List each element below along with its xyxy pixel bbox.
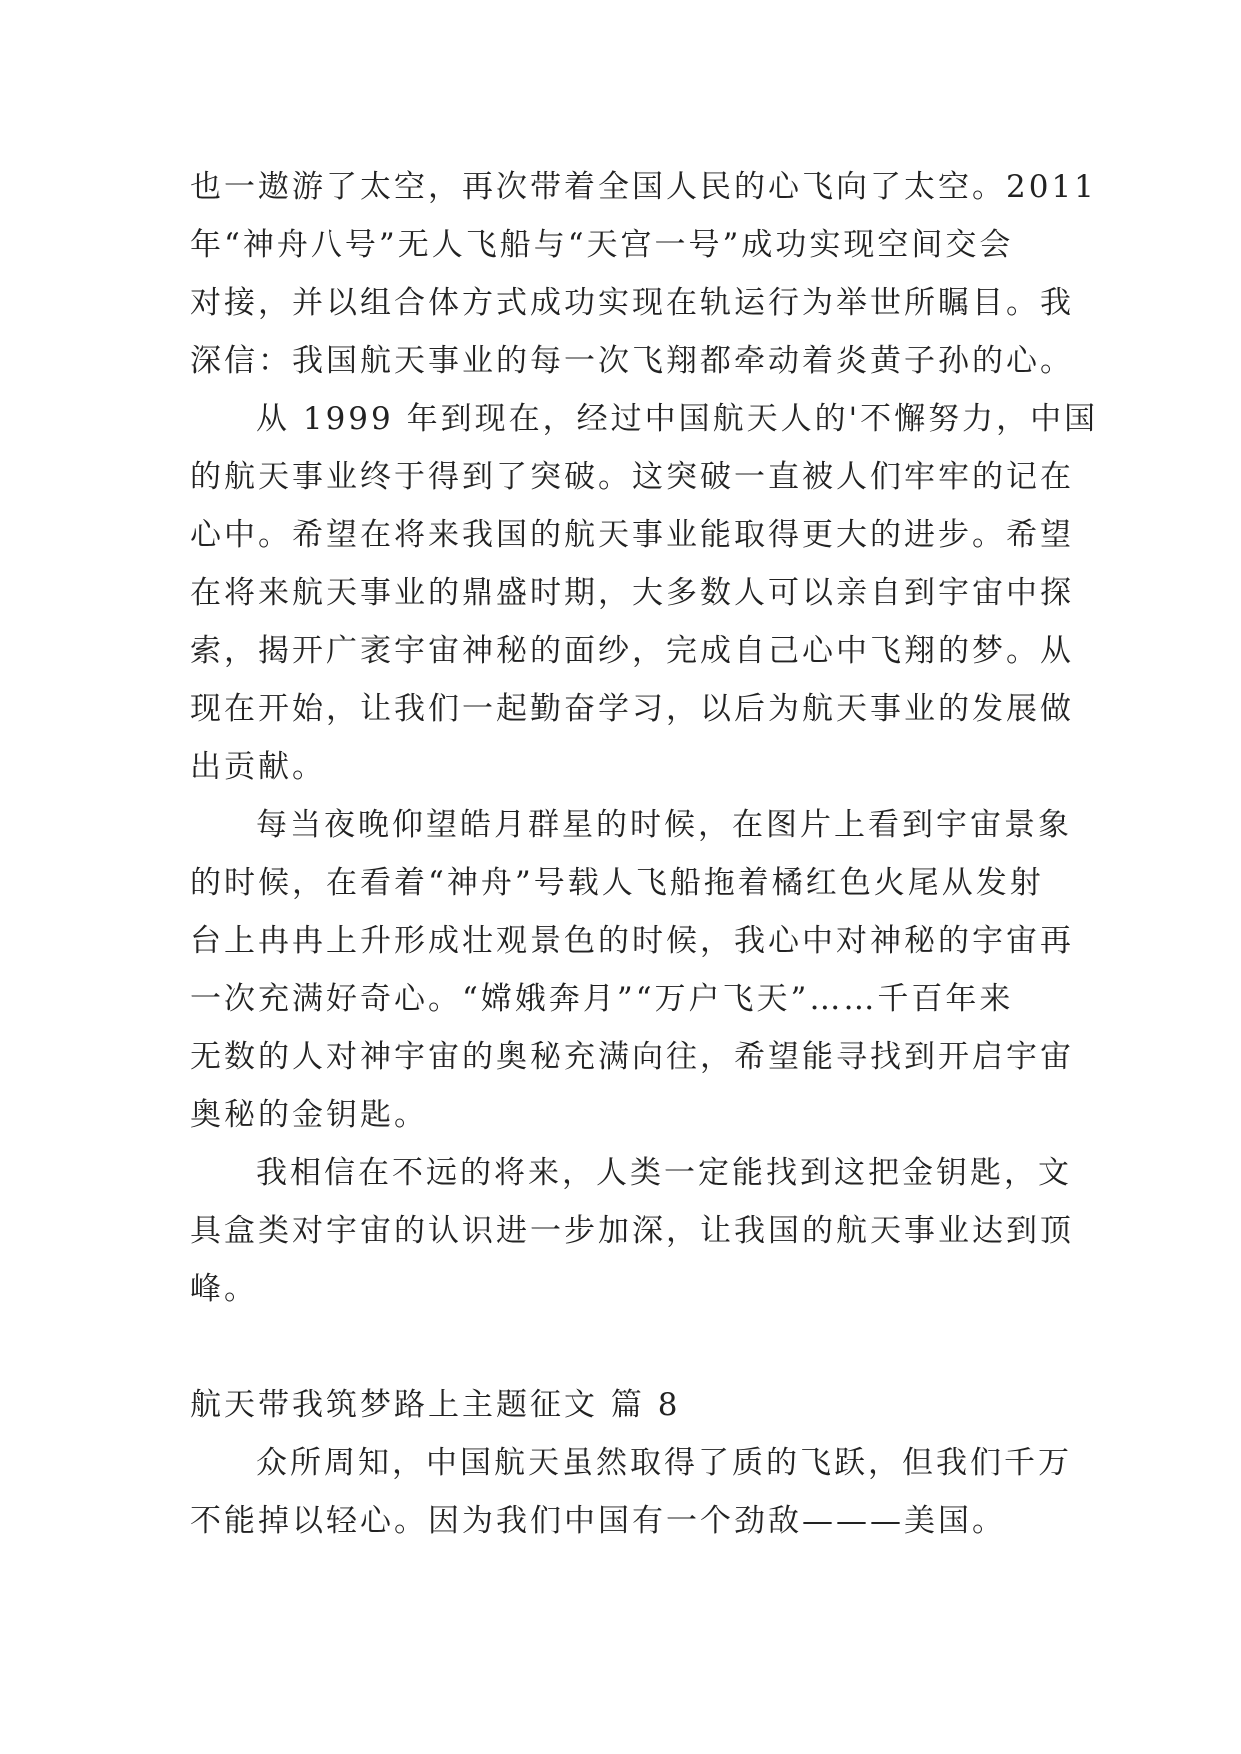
paragraph-3 bbox=[190, 796, 1074, 1144]
text-line: 在将来航天事业的鼎盛时期，大多数人可以亲自到宇宙中探 bbox=[190, 575, 1074, 611]
paragraph-gap bbox=[190, 1318, 1060, 1376]
text-line: 索，揭开广袤宇宙神秘的面纱，完成自己心中飞翔的梦。从 bbox=[190, 633, 1074, 669]
text-line: 年“神舟八号”无人飞船与“天宫一号”成功实现空间交会 bbox=[190, 227, 1014, 263]
text-line: 也一遨游了太空，再次带着全国人民的心飞向了太空。2011 bbox=[190, 169, 1097, 205]
paragraph-2 bbox=[190, 390, 1099, 796]
text-line: 台上冉冉上升形成壮观景色的时候，我心中对神秘的宇宙再 bbox=[190, 923, 1074, 959]
paragraph-4 bbox=[190, 1144, 1074, 1318]
text-line: 众所周知，中国航天虽然取得了质的飞跃，但我们千万 bbox=[256, 1445, 1072, 1481]
paragraph-1 bbox=[190, 158, 1097, 390]
text-line: 的航天事业终于得到了突破。这突破一直被人们牢牢的记在 bbox=[190, 459, 1074, 495]
text-line: 具盒类对宇宙的认识进一步加深，让我国的航天事业达到顶 bbox=[190, 1213, 1074, 1249]
document-body bbox=[190, 158, 1099, 1550]
text-line: 峰。 bbox=[190, 1271, 258, 1307]
text-line: 每当夜晚仰望皓月群星的时候，在图片上看到宇宙景象 bbox=[256, 807, 1072, 843]
text-line: 对接，并以组合体方式成功实现在轨运行为举世所瞩目。我 bbox=[190, 285, 1074, 321]
text-line: 现在开始，让我们一起勤奋学习，以后为航天事业的发展做 bbox=[190, 691, 1074, 727]
text-line: 深信：我国航天事业的每一次飞翔都牵动着炎黄子孙的心。 bbox=[190, 343, 1074, 379]
paragraph-5 bbox=[190, 1434, 1072, 1550]
text-line: 心中。希望在将来我国的航天事业能取得更大的进步。希望 bbox=[190, 517, 1074, 553]
text-line: 奥秘的金钥匙。 bbox=[190, 1097, 428, 1133]
section-title: 航天带我筑梦路上主题征文 篇 8 bbox=[190, 1387, 681, 1423]
text-line: 一次充满好奇心。“嫦娥奔月”“万户飞天”……千百年来 bbox=[190, 981, 1014, 1017]
text-line: 从 1999 年到现在，经过中国航天人的'不懈努力，中国 bbox=[256, 401, 1099, 437]
text-line: 无数的人对神宇宙的奥秘充满向往，希望能寻找到开启宇宙 bbox=[190, 1039, 1074, 1075]
text-line: 不能掉以轻心。因为我们中国有一个劲敌———美国。 bbox=[190, 1503, 1006, 1539]
text-line: 的时候，在看着“神舟”号载人飞船拖着橘红色火尾从发射 bbox=[190, 865, 1044, 901]
text-line: 出贡献。 bbox=[190, 749, 326, 785]
text-line: 我相信在不远的将来，人类一定能找到这把金钥匙，文 bbox=[256, 1155, 1072, 1191]
